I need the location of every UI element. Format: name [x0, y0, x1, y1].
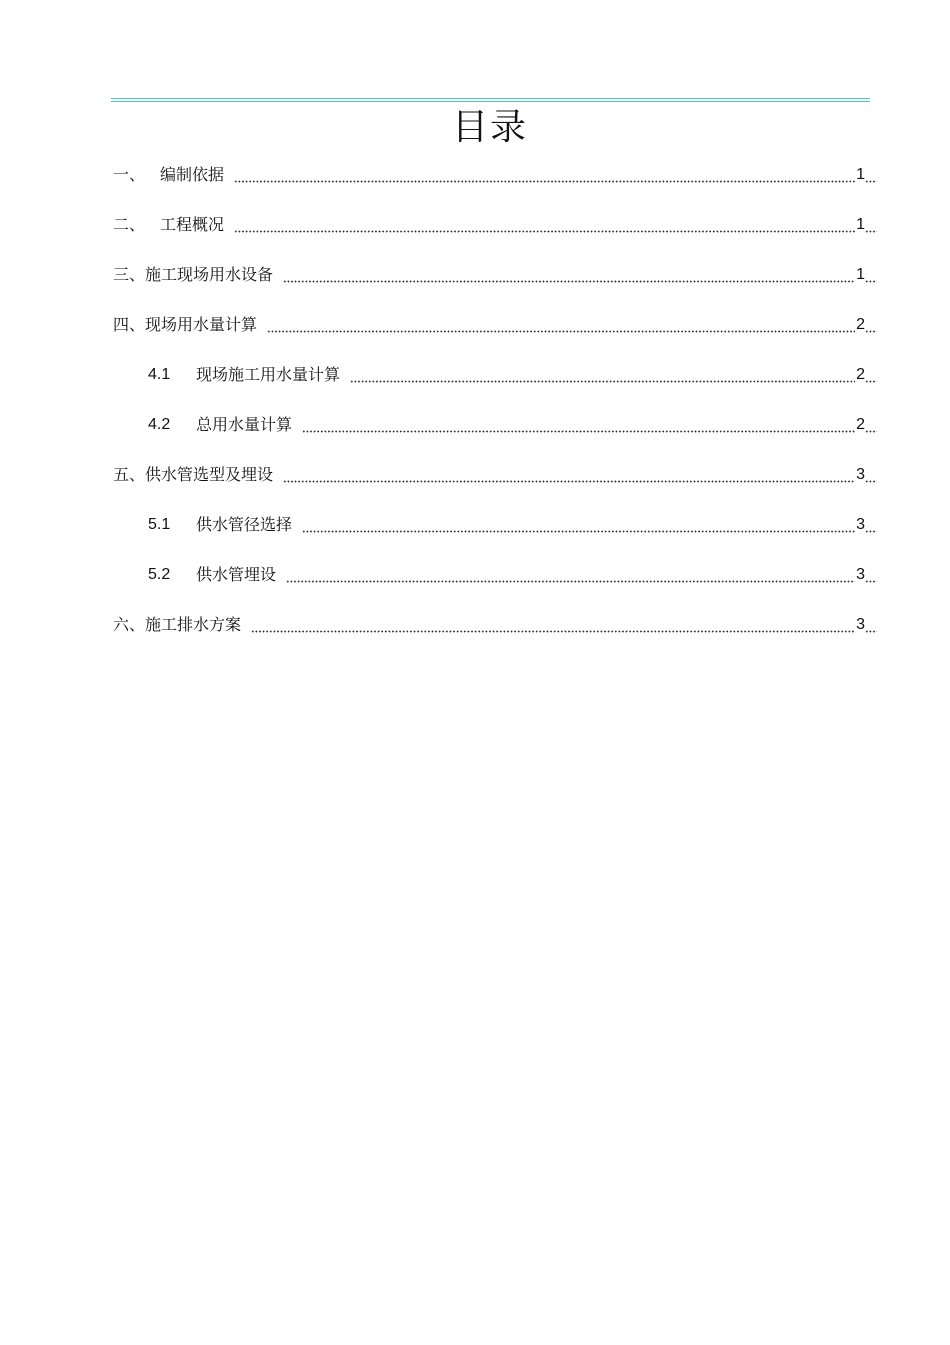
toc-entry-label: 供水管埋设 [196, 565, 277, 584]
toc-entry[interactable] [113, 314, 877, 336]
toc-entry-page: 2 [856, 366, 865, 383]
toc-entry[interactable] [148, 564, 877, 586]
toc-entry-number: 5.2 [148, 566, 171, 583]
toc-entry-page: 1 [856, 216, 865, 233]
dot-leader-tail [865, 617, 877, 633]
toc-entry-page: 3 [856, 616, 865, 633]
toc-entry-page: 3 [856, 566, 865, 583]
dot-leader-tail [865, 217, 877, 233]
toc-entry-label: 编制依据 [160, 165, 225, 184]
toc-entry-number: 4.2 [148, 416, 171, 433]
toc-entry-number: 4.1 [148, 366, 171, 383]
dot-leader-tail [865, 167, 877, 183]
dot-leader-tail [865, 517, 877, 533]
toc-entry-page: 3 [856, 466, 865, 483]
dot-leader [267, 317, 855, 333]
toc-entry[interactable] [113, 464, 877, 486]
toc-entry-number: 5.1 [148, 516, 171, 533]
toc-entry-number: 一、 [113, 165, 146, 184]
toc-entry[interactable] [113, 614, 877, 636]
toc-entry-number: 二、 [113, 215, 146, 234]
toc-entry[interactable] [113, 214, 877, 236]
toc-entry[interactable] [148, 414, 877, 436]
toc-entry-label: 工程概况 [160, 215, 225, 234]
dot-leader [286, 567, 855, 583]
toc-entry[interactable] [148, 364, 877, 386]
dot-leader [251, 617, 855, 633]
toc-entry-page: 3 [856, 516, 865, 533]
dot-leader-tail [865, 567, 877, 583]
toc-entry-label: 施工排水方案 [145, 615, 242, 634]
toc-entry-label: 供水管选型及埋设 [145, 465, 274, 484]
toc-entry-number: 五、 [113, 465, 146, 484]
toc-entry[interactable] [113, 264, 877, 286]
toc-entry-page: 1 [856, 266, 865, 283]
toc-entry-page: 1 [856, 166, 865, 183]
dot-leader [234, 167, 855, 183]
toc-entry-page: 2 [856, 316, 865, 333]
dot-leader-tail [865, 417, 877, 433]
toc-entry-label: 供水管径选择 [196, 515, 293, 534]
toc-entry-number: 六、 [113, 615, 146, 634]
dot-leader-tail [865, 467, 877, 483]
toc-entry-label: 现场施工用水量计算 [196, 365, 341, 384]
toc-entry-page: 2 [856, 416, 865, 433]
dot-leader-tail [865, 367, 877, 383]
toc-entry-label: 施工现场用水设备 [145, 265, 274, 284]
dot-leader-tail [865, 317, 877, 333]
dot-leader [350, 367, 855, 383]
dot-leader [234, 217, 855, 233]
toc-entry[interactable] [148, 514, 877, 536]
dot-leader [302, 417, 855, 433]
toc-entry-number: 三、 [113, 265, 146, 284]
dot-leader [283, 467, 855, 483]
toc-entry-number: 四、 [113, 315, 146, 334]
dot-leader [302, 517, 855, 533]
dot-leader [283, 267, 855, 283]
page-title: 目录 [451, 107, 528, 148]
toc-entry-label: 总用水量计算 [196, 415, 293, 434]
toc-entry-label: 现场用水量计算 [145, 315, 258, 334]
dot-leader-tail [865, 267, 877, 283]
toc-entry[interactable] [113, 164, 877, 186]
